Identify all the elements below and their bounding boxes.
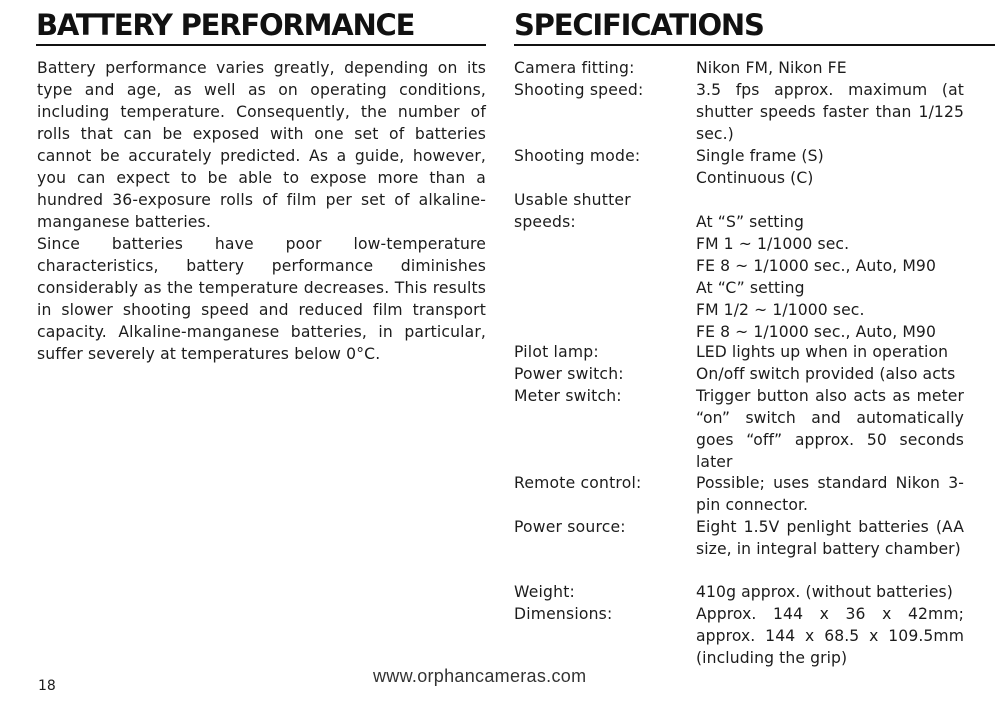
spec-label-pilot-lamp: Pilot lamp: <box>514 343 599 361</box>
spec-value-line: At “C” setting <box>696 279 805 297</box>
title-rule-left <box>36 44 486 46</box>
spec-value-line: At “S” setting <box>696 213 804 231</box>
spec-value-meter-switch: Trigger button also acts as meter “on” switch and automatically goes “off” approx. 50 seconds later <box>696 387 964 471</box>
spec-label-line: speeds: <box>514 213 576 231</box>
spec-label-weight: Weight: <box>514 583 575 601</box>
spec-label-line: Usable shutter <box>514 191 631 209</box>
title-rule-right <box>514 44 995 46</box>
battery-paragraph-2: Since batteries have poor low-temperature characteristics, battery performance diminishes considerably as the temperature decreases. This results in slower shooting speed and reduced film transport capacity. Alkaline-manganese batteries, in particular, suffer severely at temperatures below 0°C. <box>37 235 486 363</box>
battery-performance-title: BATTERY PERFORMANCE <box>36 8 415 42</box>
spec-value-line: FE 8 ~ 1/1000 sec., Auto, M90 <box>696 323 936 341</box>
spec-value-shooting-speed: 3.5 fps approx. maximum (at shutter speeds faster than 1/125 sec.) <box>696 81 964 143</box>
spec-value-usable-shutter-speeds <box>696 211 964 343</box>
spec-label-remote-control: Remote control: <box>514 474 642 492</box>
spec-label-shooting-mode: Shooting mode: <box>514 147 641 165</box>
specifications-title: SPECIFICATIONS <box>514 8 764 42</box>
spec-value-line: FM 1 ~ 1/1000 sec. <box>696 235 850 253</box>
spec-value-line: FE 8 ~ 1/1000 sec., Auto, M90 <box>696 257 936 275</box>
spec-value-pilot-lamp: LED lights up when in operation <box>696 343 949 361</box>
page-number: 18 <box>38 678 56 694</box>
battery-paragraph-1: Battery performance varies greatly, depending on its type and age, as well as on operating conditions, including temperature. Consequently, the number of rolls that can be exposed with one set of batteries cannot be accurately predicted. As a guide, however, you can expect to be able to expose more than a hundred 36-exposure rolls of film per set of alkaline-manganese batteries. <box>37 59 486 231</box>
spec-value-camera-fitting: Nikon FM, Nikon FE <box>696 59 847 77</box>
spec-value-power-source: Eight 1.5V penlight batteries (AA size, in integral battery chamber) <box>696 518 964 558</box>
footer-url: www.orphancameras.com <box>373 666 587 686</box>
spec-value-line: Single frame (S) <box>696 147 824 165</box>
spec-value-remote-control: Possible; uses standard Nikon 3-pin connector. <box>696 474 964 514</box>
spec-label-meter-switch: Meter switch: <box>514 387 622 405</box>
spec-label-power-switch: Power switch: <box>514 365 624 383</box>
spec-value-dimensions: Approx. 144 x 36 x 42mm; approx. 144 x 68.5 x 109.5mm (including the grip) <box>696 605 964 667</box>
spec-label-usable-shutter-speeds <box>514 189 689 233</box>
spec-value-power-switch: On/off switch provided (also acts <box>696 365 956 383</box>
spec-value-weight: 410g approx. (without batteries) <box>696 583 953 601</box>
spec-label-dimensions: Dimensions: <box>514 605 613 623</box>
spec-label-power-source: Power source: <box>514 518 626 536</box>
spec-value-line: Continuous (C) <box>696 169 814 187</box>
spec-label-shooting-speed: Shooting speed: <box>514 81 644 99</box>
spec-value-line: FM 1/2 ~ 1/1000 sec. <box>696 301 865 319</box>
spec-label-camera-fitting: Camera fitting: <box>514 59 635 77</box>
spec-value-shooting-mode <box>696 145 964 189</box>
